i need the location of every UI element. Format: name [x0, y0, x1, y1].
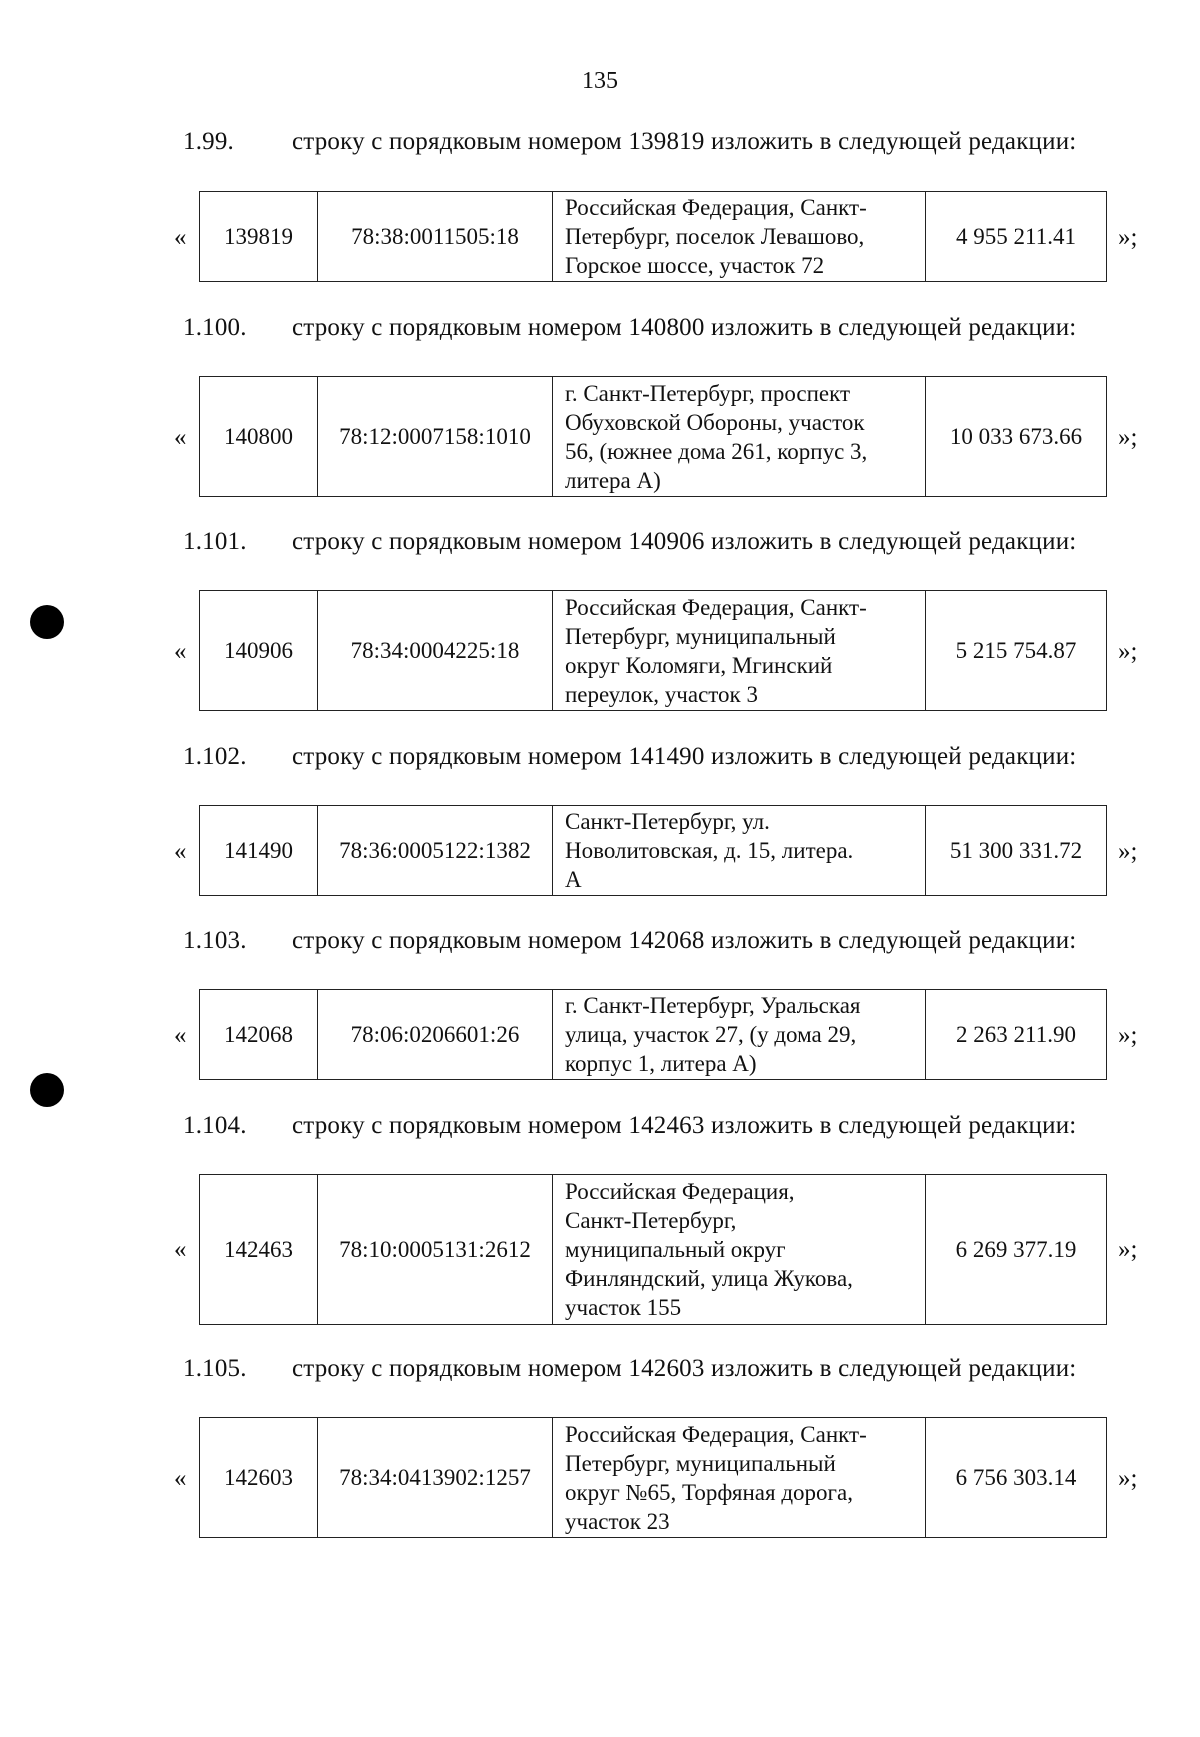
clause-number: 1.100. — [183, 314, 247, 341]
clause-text: строку с порядковым номером 140800 изложить в следующей редакции: — [292, 314, 1077, 341]
address-line: Российская Федерация, — [565, 1179, 795, 1204]
address-line: Петербург, поселок Левашово, — [565, 224, 865, 249]
clause-heading — [0, 743, 1200, 779]
clause-heading — [0, 1112, 1200, 1148]
row-id-cell: 139819 — [200, 192, 318, 282]
clause-number: 1.99. — [183, 128, 234, 155]
page-number: 135 — [582, 68, 618, 94]
clause-text: строку с порядковым номером 142463 изложить в следующей редакции: — [292, 1112, 1077, 1139]
quote-open: « — [174, 1465, 187, 1492]
address-line: литера А) — [565, 467, 661, 493]
table-row — [200, 591, 1107, 711]
quote-open: « — [174, 638, 187, 665]
address-line: корпус 1, литера А) — [565, 1051, 757, 1076]
address-line: муниципальный округ — [565, 1237, 786, 1262]
cadastral-number-cell: 78:34:0413902:1257 — [318, 1418, 553, 1538]
register-row-table — [199, 1417, 1107, 1538]
quote-open: « — [174, 838, 187, 865]
address-line: Санкт-Петербург, ул. — [565, 809, 770, 834]
punch-hole-top — [30, 605, 64, 639]
quote-close: »; — [1118, 224, 1138, 251]
table-row — [200, 1175, 1107, 1325]
row-id-cell: 140800 — [200, 377, 318, 497]
quote-close: »; — [1118, 1022, 1138, 1049]
cadastral-value-cell: 4 955 211.41 — [926, 192, 1107, 282]
cadastral-value-cell: 6 756 303.14 — [926, 1418, 1107, 1538]
cadastral-number-cell: 78:06:0206601:26 — [318, 990, 553, 1080]
quote-close: »; — [1118, 1465, 1138, 1492]
clause-heading — [0, 927, 1200, 963]
clause-text: строку с порядковым номером 141490 изложить в следующей редакции: — [292, 743, 1077, 770]
cadastral-number-cell: 78:34:0004225:18 — [318, 591, 553, 711]
clause-number: 1.102. — [183, 743, 247, 770]
address-line: Горское шоссе, участок 72 — [565, 253, 825, 278]
clause-number: 1.103. — [183, 927, 247, 954]
address-line: А — [565, 867, 582, 892]
address-line: Российская Федерация, Санкт- — [565, 594, 867, 620]
address-line: Санкт-Петербург, — [565, 1208, 737, 1233]
row-id-cell: 142463 — [200, 1175, 318, 1325]
register-row-table — [199, 989, 1107, 1080]
address-line: участок 23 — [565, 1508, 670, 1534]
register-row-table — [199, 805, 1107, 896]
clause-heading — [0, 314, 1200, 350]
punch-hole-bottom — [30, 1073, 64, 1107]
address-cell — [553, 806, 926, 896]
address-line: 56, (южнее дома 261, корпус 3, — [565, 438, 868, 464]
address-cell — [553, 1418, 926, 1538]
quote-close: »; — [1118, 424, 1138, 451]
clause-text: строку с порядковым номером 139819 изложить в следующей редакции: — [292, 128, 1077, 155]
quote-open: « — [174, 1022, 187, 1049]
cadastral-value-cell: 5 215 754.87 — [926, 591, 1107, 711]
address-line: участок 155 — [565, 1295, 682, 1320]
row-id-cell: 140906 — [200, 591, 318, 711]
cadastral-number-cell: 78:10:0005131:2612 — [318, 1175, 553, 1325]
table-row — [200, 1418, 1107, 1538]
cadastral-value-cell: 10 033 673.66 — [926, 377, 1107, 497]
address-cell — [553, 591, 926, 711]
clause-heading — [0, 528, 1200, 564]
cadastral-number-cell: 78:38:0011505:18 — [318, 192, 553, 282]
row-id-cell: 141490 — [200, 806, 318, 896]
address-cell — [553, 1175, 926, 1325]
quote-close: »; — [1118, 1236, 1138, 1263]
cadastral-number-cell: 78:36:0005122:1382 — [318, 806, 553, 896]
address-line: Петербург, муниципальный — [565, 623, 836, 649]
address-line: г. Санкт-Петербург, проспект — [565, 380, 851, 406]
address-line: Петербург, муниципальный — [565, 1450, 836, 1476]
address-line: г. Санкт-Петербург, Уральская — [565, 993, 861, 1018]
quote-open: « — [174, 224, 187, 251]
cadastral-number-cell: 78:12:0007158:1010 — [318, 377, 553, 497]
address-line: Обуховской Обороны, участок — [565, 409, 865, 435]
address-cell — [553, 192, 926, 282]
address-line: Новолитовская, д. 15, литера. — [565, 838, 854, 863]
address-cell — [553, 377, 926, 497]
quote-close: »; — [1118, 838, 1138, 865]
address-cell — [553, 990, 926, 1080]
cadastral-value-cell: 6 269 377.19 — [926, 1175, 1107, 1325]
quote-close: »; — [1118, 638, 1138, 665]
clause-number: 1.105. — [183, 1355, 247, 1382]
table-row — [200, 806, 1107, 896]
address-line: Финляндский, улица Жукова, — [565, 1266, 853, 1291]
clause-heading — [0, 128, 1200, 164]
clause-text: строку с порядковым номером 142603 изложить в следующей редакции: — [292, 1355, 1077, 1382]
cadastral-value-cell: 51 300 331.72 — [926, 806, 1107, 896]
quote-open: « — [174, 424, 187, 451]
clause-heading — [0, 1355, 1200, 1391]
register-row-table — [199, 1174, 1107, 1325]
clause-number: 1.104. — [183, 1112, 247, 1139]
register-row-table — [199, 590, 1107, 711]
address-line: округ №65, Торфяная дорога, — [565, 1479, 853, 1505]
table-row — [200, 192, 1107, 282]
clause-number: 1.101. — [183, 528, 247, 555]
address-line: переулок, участок 3 — [565, 681, 758, 707]
quote-open: « — [174, 1236, 187, 1263]
table-row — [200, 990, 1107, 1080]
address-line: округ Коломяги, Мгинский — [565, 652, 833, 678]
address-line: Российская Федерация, Санкт- — [565, 195, 867, 220]
clause-text: строку с порядковым номером 140906 изложить в следующей редакции: — [292, 528, 1077, 555]
register-row-table — [199, 191, 1107, 282]
address-line: Российская Федерация, Санкт- — [565, 1421, 867, 1447]
address-line: улица, участок 27, (у дома 29, — [565, 1022, 857, 1047]
row-id-cell: 142603 — [200, 1418, 318, 1538]
clause-text: строку с порядковым номером 142068 изложить в следующей редакции: — [292, 927, 1077, 954]
cadastral-value-cell: 2 263 211.90 — [926, 990, 1107, 1080]
register-row-table — [199, 376, 1107, 497]
table-row — [200, 377, 1107, 497]
row-id-cell: 142068 — [200, 990, 318, 1080]
